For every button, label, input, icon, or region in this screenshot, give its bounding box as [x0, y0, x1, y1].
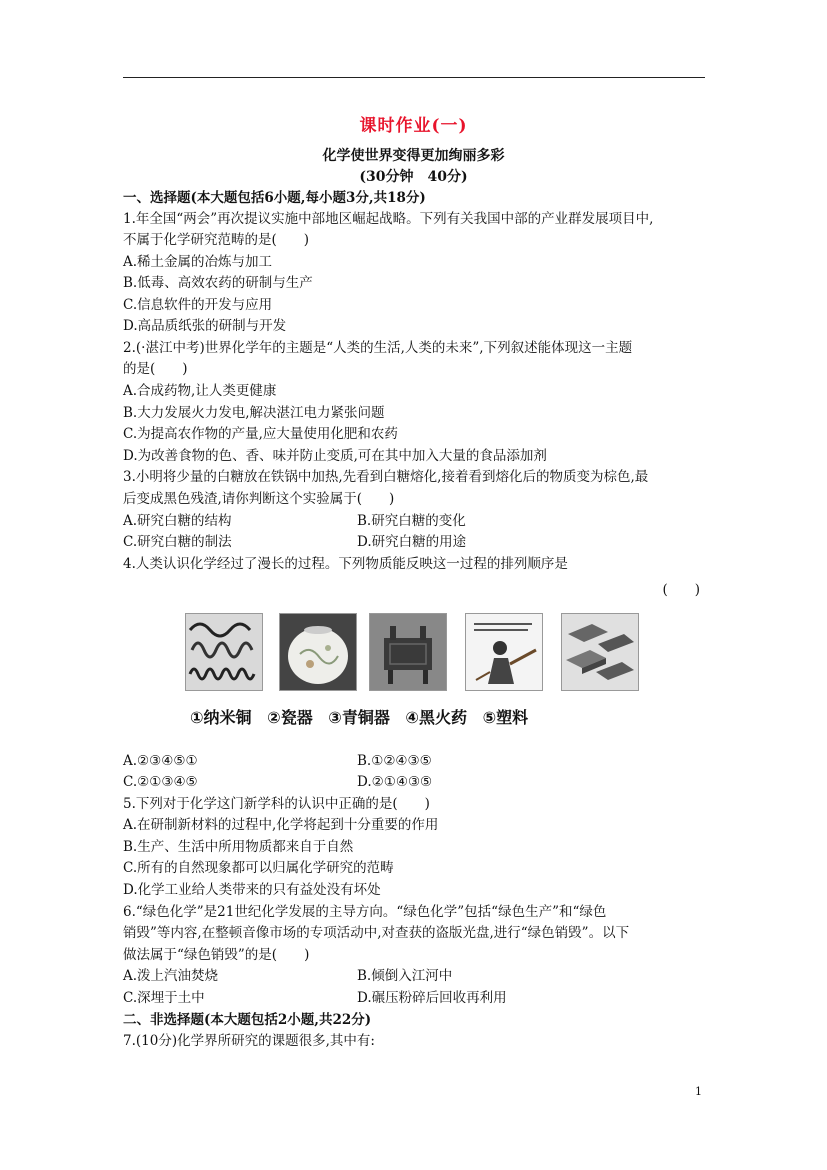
q3-option-b: B.研究白糖的变化	[357, 513, 466, 529]
q1-stem-line1: 1.年全国“两会”再次提议实施中部地区崛起战略。下列有关我国中部的产业群发展项目中,	[123, 211, 654, 227]
page-title: 课时作业(一)	[359, 116, 468, 136]
page-subtitle: 化学使世界变得更加绚丽多彩	[322, 148, 505, 164]
q1-stem-line2: 不属于化学研究范畴的是( )	[123, 232, 310, 248]
q1-option-a: A.稀土金属的冶炼与加工	[123, 254, 273, 270]
q6-stem-line1: 6.“绿色化学”是21世纪化学发展的主导方向。“绿色化学”包括“绿色生产”和“绿色	[123, 904, 607, 920]
q6-stem-line3: 做法属于“绿色销毁”的是( )	[123, 947, 310, 963]
q4-option-b: B.①②④③⑤	[357, 753, 432, 769]
q6-option-a: A.泼上汽油焚烧	[123, 968, 219, 984]
q3-option-c: C.研究白糖的制法	[123, 534, 232, 550]
q1-option-b: B.低毒、高效农药的研制与生产	[123, 275, 313, 291]
plastic-image	[561, 613, 639, 691]
q2-option-b: B.大力发展火力发电,解决湛江电力紧张问题	[123, 405, 385, 421]
q1-option-d: D.高品质纸张的研制与开发	[123, 318, 287, 334]
q4-option-a: A.②③④⑤①	[123, 753, 198, 769]
nano-copper-image	[185, 613, 263, 691]
q2-option-d: D.为改善食物的色、香、味并防止变质,可在其中加入大量的食品添加剂	[123, 448, 547, 464]
page-number: 1	[695, 1085, 702, 1098]
q7-stem: 7.(10分)化学界所研究的课题很多,其中有:	[123, 1033, 375, 1049]
q2-option-a: A.合成药物,让人类更健康	[123, 383, 277, 399]
q3-stem-line1: 3.小明将少量的白糖放在铁锅中加热,先看到白糖熔化,接着看到熔化后的物质变为棕色,最	[123, 469, 649, 485]
time-score-info: (30分钟 40分)	[359, 169, 468, 185]
q5-option-c: C.所有的自然现象都可以归属化学研究的范畴	[123, 860, 394, 876]
q5-stem-line1: 5.下列对于化学这门新学科的认识中正确的是( )	[123, 796, 430, 812]
q6-stem-line2: 销毁”等内容,在整顿音像市场的专项活动中,对查获的盗版光盘,进行“绿色销毁”。以下	[123, 925, 630, 941]
section2-heading: 二、非选择题(本大题包括2小题,共22分)	[123, 1012, 372, 1028]
section1-heading: 一、选择题(本大题包括6小题,每小题3分,共18分)	[123, 190, 426, 206]
q5-option-a: A.在研制新材料的过程中,化学将起到十分重要的作用	[123, 817, 439, 833]
caption-porcelain: ②瓷器	[267, 708, 313, 727]
q3-stem-line2: 后变成黑色残渣,请你判断这个实验属于( )	[123, 491, 395, 507]
caption-black-powder: ④黑火药	[405, 708, 467, 727]
q2-option-c: C.为提高农作物的产量,应大量使用化肥和农药	[123, 426, 398, 442]
header-rule	[123, 77, 705, 78]
q1-option-c: C.信息软件的开发与应用	[123, 297, 273, 313]
black-powder-image	[465, 613, 543, 691]
caption-nano-copper: ①纳米铜	[190, 708, 252, 727]
q2-stem-line2: 的是( )	[123, 361, 188, 377]
q6-option-c: C.深埋于土中	[123, 990, 205, 1006]
q3-option-a: A.研究白糖的结构	[123, 513, 232, 529]
q4-answer-paren: ( )	[662, 582, 700, 598]
q3-option-d: D.研究白糖的用途	[357, 534, 467, 550]
q5-option-b: B.生产、生活中所用物质都来自于自然	[123, 839, 354, 855]
q4-figure	[183, 613, 645, 695]
q4-figure-captions	[190, 705, 538, 728]
q5-option-d: D.化学工业给人类带来的只有益处没有坏处	[123, 882, 381, 898]
q4-stem-line1: 4.人类认识化学经过了漫长的过程。下列物质能反映这一过程的排列顺序是	[123, 556, 568, 572]
porcelain-image	[279, 613, 357, 691]
bronze-vessel-image	[369, 613, 447, 691]
q6-option-d: D.碾压粉碎后回收再利用	[357, 990, 507, 1006]
q6-option-b: B.倾倒入江河中	[357, 968, 453, 984]
q4-option-d: D.②①④③⑤	[357, 774, 433, 790]
caption-plastic: ⑤塑料	[482, 708, 529, 727]
caption-bronze: ③青铜器	[328, 708, 390, 727]
q4-option-c: C.②①③④⑤	[123, 774, 198, 790]
q2-stem-line1: 2.(·湛江中考)世界化学年的主题是“人类的生活,人类的未来”,下列叙述能体现这一主题	[123, 340, 633, 356]
